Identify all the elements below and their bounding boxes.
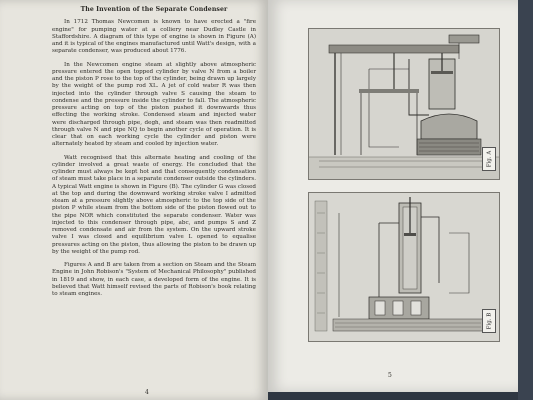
newcomen-engine-drawing [309,29,499,179]
figure-b-label: Fig. B [482,309,496,333]
paragraph-4: Figures A and B are taken from a section on Steam and the Steam Engine in John Robison's "System of Mechanical Philosophy" published in 1819 and show, in each case, a developed form of the engine. It is believed that Watt himself revised the parts of Robison's book relating to steam engines. [52,262,256,297]
figure-a-engraving [308,28,500,180]
watt-engine-drawing [309,193,499,341]
figure-a-label: Fig. A [482,147,496,171]
right-page-number: 5 [388,372,392,379]
page-title: The Invention of the Separate Condenser [80,6,228,13]
left-page-text [52,6,256,304]
paragraph-2: In the Newcomen engine steam at slightly above atmospheric pressure entered the open topped cylinder by valve N from a boiler and the piston P rose to the top of the cylinder, being drawn up largely by the weight of the pump rod XL. A jet of cold water R was then injected into the cylinder through valve S causing the steam to condense and the pressure inside the cylinder to fall. The atmospheric pressure acting on top of the piston pushed it downwards thus effecting the working stroke. Condensed steam and injected water were discharged through pipe, degh, and steam was then readmitted through valve N and pipe NQ to begin another cycle of operation. It is clear that on each working cycle the cylinder and piston were alternately heated by steam and cooled by injection water. [52,61,256,148]
paragraph-1: In 1712 Thomas Newcomen is known to have erected a "fire engine" for pumping water at a colliery near Dudley Castle in Staffordshire. A diagram of this type of engine is shown in Figure (A) and it is typical of the engines manufactured until Watt's design, with a separate condenser, was produced about 1776. [52,19,256,55]
paragraph-3: Watt recognised that this alternate heating and cooling of the cylinder involved a great waste of energy. He concluded that the cylinder must always be kept hot and that consequently condensation of steam must take place in a separate condenser outside the cylinders. A typical Watt engine is shown in Figure (B). The cylinder G was closed at the top and during the downward working stroke valve I admitted steam at a pressure slightly above atmospheric to the top side of the piston P while steam from the bottom side of the piston flowed out to the pipe NOR which constituted the separate condenser. Water was injected to this condenser through pipe, abc, and pumps S and Z removed condensate and air from the system. On the upward stroke valve I was closed and equilibrium valve L opened to equalise pressures acting on the piston, thus allowing the piston to be drawn up by the weight of the pump rod. [52,154,256,255]
book-edge [518,0,533,400]
left-page-number: 4 [145,389,149,396]
figure-b-engraving [308,192,500,342]
